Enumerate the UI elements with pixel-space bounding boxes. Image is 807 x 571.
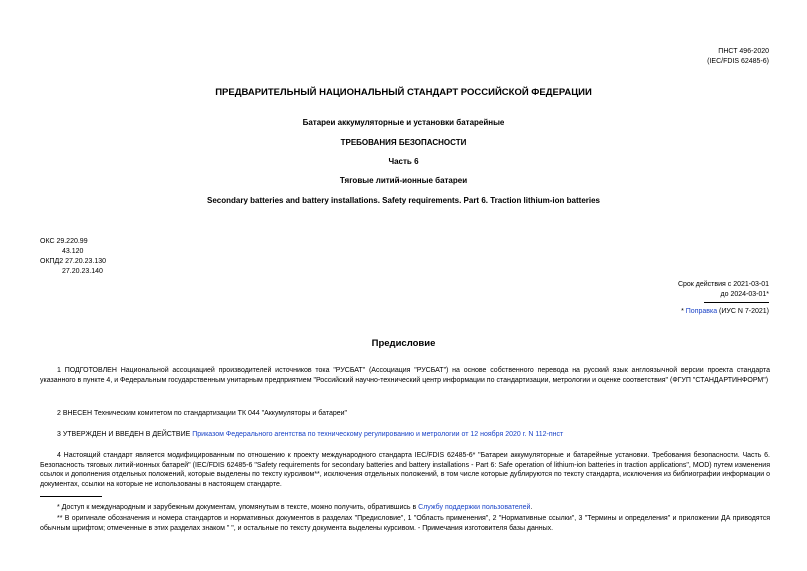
okpd-code-2: 27.20.23.140 bbox=[62, 268, 103, 275]
document-code: ПНСТ 496-2020 bbox=[718, 48, 769, 55]
validity-from: Срок действия с 2021-03-01 bbox=[677, 281, 769, 288]
oks-code: ОКС 29.220.99 bbox=[40, 238, 88, 245]
document-part-name: Тяговые литий-ионные батареи bbox=[339, 176, 468, 185]
oks-code-2: 43.120 bbox=[62, 248, 84, 255]
validity-divider bbox=[704, 302, 769, 303]
preface-paragraph-2: 2 ВНЕСЕН Техническим комитетом по стандартизации ТК 044 "Аккумуляторы и батареи" bbox=[57, 410, 348, 417]
validity-to: до 2024-03-01* bbox=[720, 291, 769, 298]
document-code-international: (IEC/FDIS 62485-6) bbox=[707, 58, 769, 65]
amendment-note bbox=[681, 307, 769, 316]
footnote-divider bbox=[40, 496, 102, 497]
footnote-1 bbox=[40, 503, 770, 513]
footnote-2: ** В оригинале обозначения и номера стандартов и нормативных документов в разделах "Предисловие", 1 "Область применения", 2 "Нормативные ссылки", 3 "Термины и определения" и приложении ДА приводятся обычным шрифтом; отмеченные в этих разделах знаком " ", и остальные по тексту документа выделены курсивом. - Примечания изготовителя базы данных. bbox=[40, 515, 770, 532]
footnote-1-suffix: . bbox=[530, 504, 533, 511]
preface-heading: Предисловие bbox=[371, 338, 436, 349]
document-subtitle: Батареи аккумуляторные и установки батарейные bbox=[302, 118, 505, 127]
support-service-link[interactable]: Службу поддержки пользователей bbox=[418, 504, 531, 511]
amendment-suffix: (ИУС N 7-2021) bbox=[717, 308, 769, 315]
preface-paragraph-4: 4 Настоящий стандарт является модифицированным по отношению к проекту международного стандарта IEC/FDIS 62485-6* "Батареи аккумуляторные и батарейные установки. Требования безопасности. Часть 6. Безопасность тяговых литий-ионных батарей" (IEC/FDIS 62485-6 "Safety requirements for secondary batteries and battery installations - Part 6: Safe operation of lithium-ion batteries in traction applications", MOD) путем изменения ссылок и дополнения отдельных положений, которые выделены по тексту курсивом**, исключения отдельных положений, в том числе которые дублируются по тексту стандарта, исключения из библиографии информации о документах, ссылки на которые не использованы в настоящем стандарте. bbox=[40, 452, 770, 488]
document-title: ПРЕДВАРИТЕЛЬНЫЙ НАЦИОНАЛЬНЫЙ СТАНДАРТ РОССИЙСКОЙ ФЕДЕРАЦИИ bbox=[215, 87, 592, 98]
preface-paragraph-1: 1 ПОДГОТОВЛЕН Национальной ассоциацией производителей источников тока "РУСБАТ" (Ассоциация "РУСБАТ") на основе собственного перевода на русский язык англоязычной версии проекта стандарта указанного в пункте 4, и Федеральным государственным унитарным предприятием "Российский научно-технический центр информации по стандартизации, метрологии и оценке соответствия" (ФГУП "СТАНДАРТИНФОРМ") bbox=[40, 367, 770, 384]
document-english-title: Secondary batteries and battery installations. Safety requirements. Part 6. Traction lithium-ion batteries bbox=[207, 196, 600, 205]
okpd-code: ОКПД2 27.20.23.130 bbox=[40, 258, 107, 265]
amendment-prefix: * bbox=[681, 308, 686, 315]
preface-paragraph-3-text: 3 УТВЕРЖДЕН И ВВЕДЕН В ДЕЙСТВИЕ bbox=[57, 431, 193, 438]
footnote-1-text: * Доступ к международным и зарубежным документам, упомянутым в тексте, можно получить, обратившись в bbox=[57, 504, 419, 511]
order-link[interactable]: Приказом Федерального агентства по техническому регулированию и метрологии от 12 ноября 2020 г. N 112-пнст bbox=[192, 431, 564, 438]
document-part: Часть 6 bbox=[388, 157, 419, 166]
amendment-link[interactable]: Поправка bbox=[685, 308, 718, 315]
document-subtitle-requirements: ТРЕБОВАНИЯ БЕЗОПАСНОСТИ bbox=[340, 138, 467, 147]
preface-paragraph-3 bbox=[40, 430, 770, 440]
